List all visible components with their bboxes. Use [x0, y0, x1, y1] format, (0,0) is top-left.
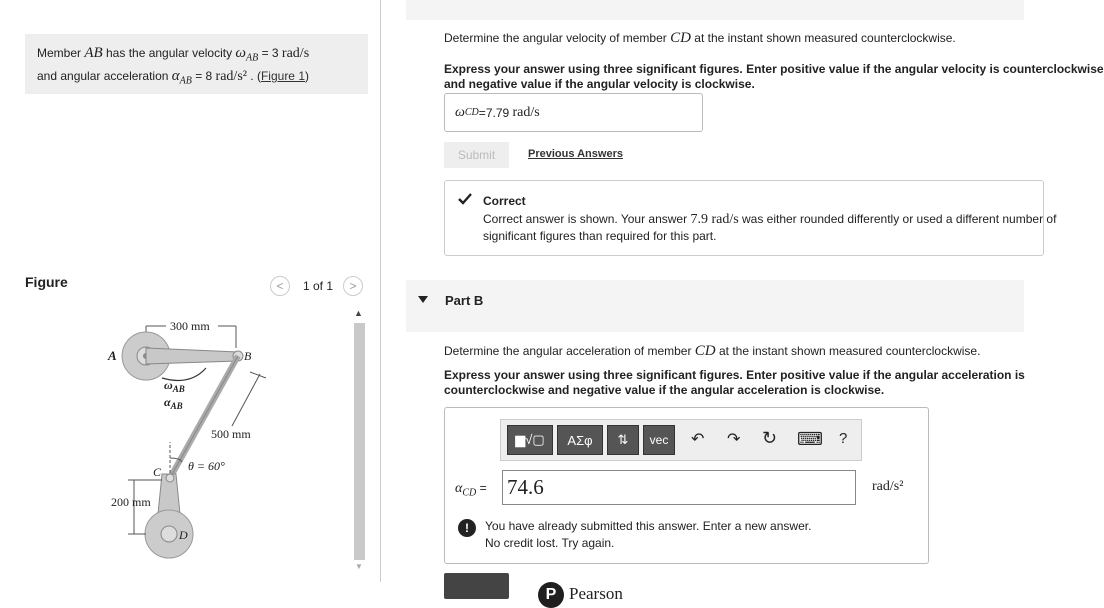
pane-divider [380, 0, 381, 582]
scroll-down-icon[interactable]: ▼ [355, 562, 363, 571]
help-icon[interactable]: ? [839, 430, 848, 447]
dim-300-label: 300 mm [170, 319, 210, 333]
figure-next-button[interactable] [343, 276, 363, 296]
label-alpha: $\alpha_{AB}$ [164, 395, 183, 411]
label-omega: $\omega_{AB}$ [164, 378, 185, 394]
problem-line-1: Member AB has the angular velocity $\omega_{AB} = 3$ rad/s [37, 45, 310, 64]
label-d: D [179, 528, 188, 542]
pearson-logo-icon: P [538, 582, 564, 608]
warning-message: You have already submitted this answer. Enter a new answer. No credit lost. Try again. [485, 519, 812, 550]
part-b-question: Determine the angular acceleration of member CD at the instant shown measured counterclockwise. [444, 343, 981, 359]
part-a-instruction: Express your answer using three significant figures. Enter positive value if the angular velocity is counterclockwise and negative value if the angular velocity is clockwise. [444, 62, 1104, 91]
figure-prev-button[interactable] [270, 276, 290, 296]
part-b-units: rad/s² [872, 479, 904, 494]
part-a-header-band [406, 0, 1024, 20]
feedback-text: Correct answer is shown. Your answer 7.9 rad/s was either rounded differently or used a different number of significant figures than required for this part. [483, 212, 1057, 243]
problem-statement [25, 34, 368, 94]
part-b-submit-button[interactable] [444, 573, 509, 599]
figure-link[interactable]: Figure 1 [260, 69, 305, 84]
feedback-title: Correct [483, 194, 526, 208]
arrows-button[interactable]: ⇅ [607, 425, 639, 455]
figure-heading: Figure [25, 274, 68, 290]
collapse-caret-icon[interactable] [418, 296, 428, 303]
dim-200-label: 200 mm [111, 495, 151, 509]
mechanism-figure [100, 312, 350, 582]
dim-500-label: 500 mm [211, 427, 251, 441]
part-b-title[interactable]: Part B [445, 293, 484, 308]
scroll-up-icon[interactable]: ▲ [354, 308, 363, 318]
reset-icon[interactable]: ↻ [762, 428, 778, 448]
label-c: C [153, 465, 162, 479]
pin-d [161, 526, 177, 542]
problem-line-2: and angular acceleration $\alpha_{AB} = 8$ rad/s² . (Figure 1) [37, 68, 309, 87]
part-b-answer-input[interactable]: 74.6 [502, 470, 856, 505]
pearson-brand: Pearson [569, 584, 623, 603]
previous-answers-link[interactable]: Previous Answers [528, 148, 623, 160]
redo-icon[interactable]: ↷ [727, 431, 741, 448]
label-b: B [244, 349, 252, 363]
theta-label: θ = 60° [188, 459, 225, 473]
pin-c [166, 474, 174, 482]
figure-scroll-thumb[interactable] [354, 323, 365, 560]
part-b-instruction: Express your answer using three significant figures. Enter positive value if the angular acceleration is counterclockwise and negative value if the angular acceleration is clockwise. [444, 368, 1025, 397]
keyboard-icon[interactable]: ⌨ [797, 429, 823, 449]
part-b-answer-label: $\alpha_{CD}$ = [455, 481, 487, 499]
figure-counter: 1 of 1 [303, 279, 334, 293]
vector-button[interactable]: vec [643, 425, 675, 455]
part-a-answer-field[interactable]: ω CD = 7.79 rad/s [444, 93, 703, 132]
checkmark-icon [458, 193, 472, 205]
undo-icon[interactable]: ↶ [691, 431, 705, 448]
part-a-question: Determine the angular velocity of member CD at the instant shown measured counterclockwise. [444, 30, 956, 46]
dim-500-line [232, 374, 260, 426]
chevron-left-icon: < [276, 279, 284, 293]
greek-symbols-button[interactable]: ΑΣφ [557, 425, 603, 455]
part-a-submit-button[interactable]: Submit [444, 142, 509, 168]
templates-button[interactable]: ▆√▢ [507, 425, 553, 455]
part-b-header[interactable] [406, 280, 1024, 332]
label-a: A [108, 348, 117, 363]
link-ab [146, 348, 238, 364]
chevron-right-icon: > [349, 279, 357, 293]
warning-icon: ! [458, 519, 476, 537]
